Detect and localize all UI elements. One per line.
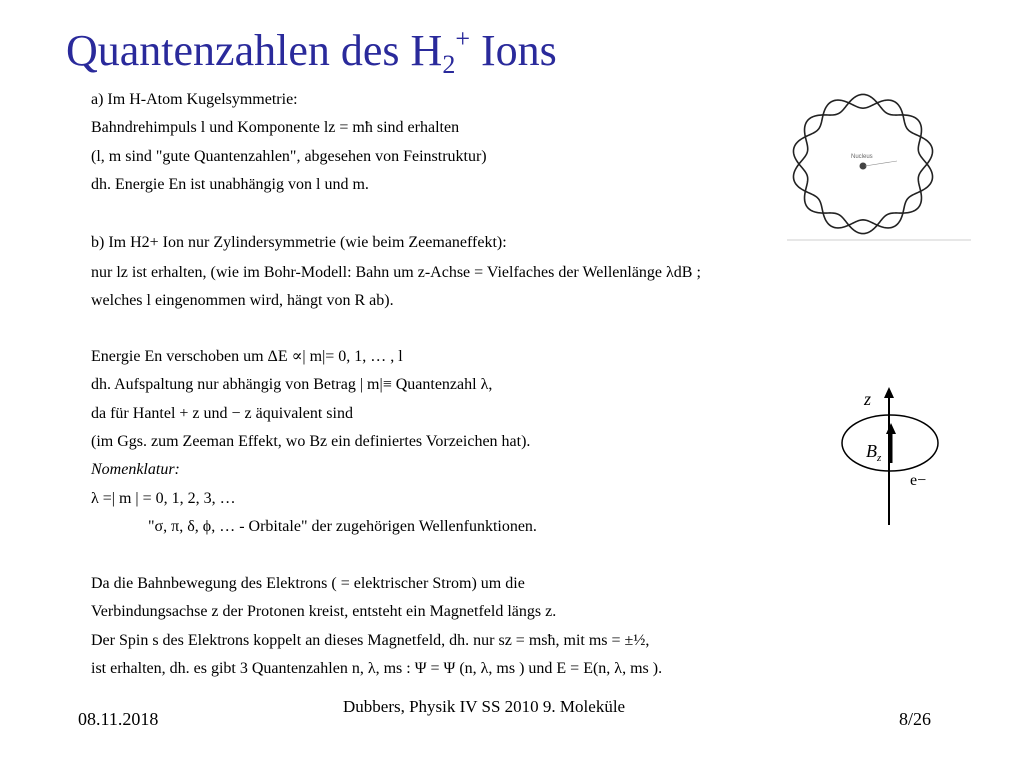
orbit-figure xyxy=(785,90,975,242)
body-line-15: Da die Bahnbewegung des Elektrons ( = elektrischer Strom) um die xyxy=(91,575,525,592)
footer-date: 08.11.2018 xyxy=(78,709,159,729)
body-line-18: ist erhalten, dh. es gibt 3 Quantenzahlen n, λ, ms : Ψ = Ψ (n, λ, ms ) und E = E(n, λ, ms ). xyxy=(91,660,663,677)
body-line-13: λ =| m | = 0, 1, 2, 3, … xyxy=(91,490,236,507)
body-line-10: da für Hantel + z und − z äquivalent sind xyxy=(91,405,353,422)
electron-label: e− xyxy=(910,472,927,489)
body-line-9: dh. Aufspaltung nur abhängig von Betrag | m|≡ Quantenzahl λ, xyxy=(91,376,493,393)
body-line-7: welches l eingenommen wird, hängt von R ab). xyxy=(91,292,394,309)
title-rest: Ions xyxy=(469,26,557,75)
body-line-1: a) Im H-Atom Kugelsymmetrie: xyxy=(91,91,298,108)
field-figure xyxy=(830,385,980,530)
bz-label-main: B xyxy=(866,441,877,461)
footer-page: 8/26 xyxy=(899,709,932,729)
body-line-2: Bahndrehimpuls l und Komponente lz = mħ sind erhalten xyxy=(91,119,460,136)
body-line-14: "σ, π, δ, ϕ, … - Orbitale" der zugehörigen Wellenfunktionen. xyxy=(148,518,537,535)
footer-center: Dubbers, Physik IV SS 2010 9. Moleküle xyxy=(343,697,626,716)
body-line-12: Nomenklatur: xyxy=(91,461,180,478)
body-line-16: Verbindungsachse z der Protonen kreist, entsteht ein Magnetfeld längs z. xyxy=(91,603,557,620)
slide-title xyxy=(66,26,557,78)
bz-label-sub: z xyxy=(877,452,882,464)
title-main: Quantenzahlen des H xyxy=(66,26,443,75)
orbit-wave-1 xyxy=(793,94,932,228)
body-line-4: dh. Energie En ist unabhängig von l und m. xyxy=(91,176,369,193)
nucleus-label: Nucleus xyxy=(851,154,873,160)
z-axis-label: z xyxy=(864,389,872,409)
body-line-11: (im Ggs. zum Zeeman Effekt, wo Bz ein definiertes Vorzeichen hat). xyxy=(91,433,531,450)
body-line-17: Der Spin s des Elektrons koppelt an dieses Magnetfeld, dh. nur sz = msħ, mit ms = ±½, xyxy=(91,632,650,649)
body-line-6: nur lz ist erhalten, (wie im Bohr-Modell: Bahn um z-Achse = Vielfaches der Wellenlänge λdB ; xyxy=(91,264,701,281)
body-line-3: (l, m sind "gute Quantenzahlen", abgesehen von Feinstruktur) xyxy=(91,148,487,165)
bz-label xyxy=(866,441,882,464)
title-superscript: + xyxy=(455,24,470,53)
body-line-8: Energie En verschoben um ΔE ∝| m|= 0, 1, … , l xyxy=(91,348,403,365)
orbit-radius-line xyxy=(865,161,897,166)
body-line-5: b) Im H2+ Ion nur Zylindersymmetrie (wie beim Zeemaneffekt): xyxy=(91,234,507,251)
title-subscript: 2 xyxy=(442,50,456,79)
bz-arrowhead xyxy=(886,423,896,434)
z-axis-arrowhead xyxy=(884,387,894,398)
